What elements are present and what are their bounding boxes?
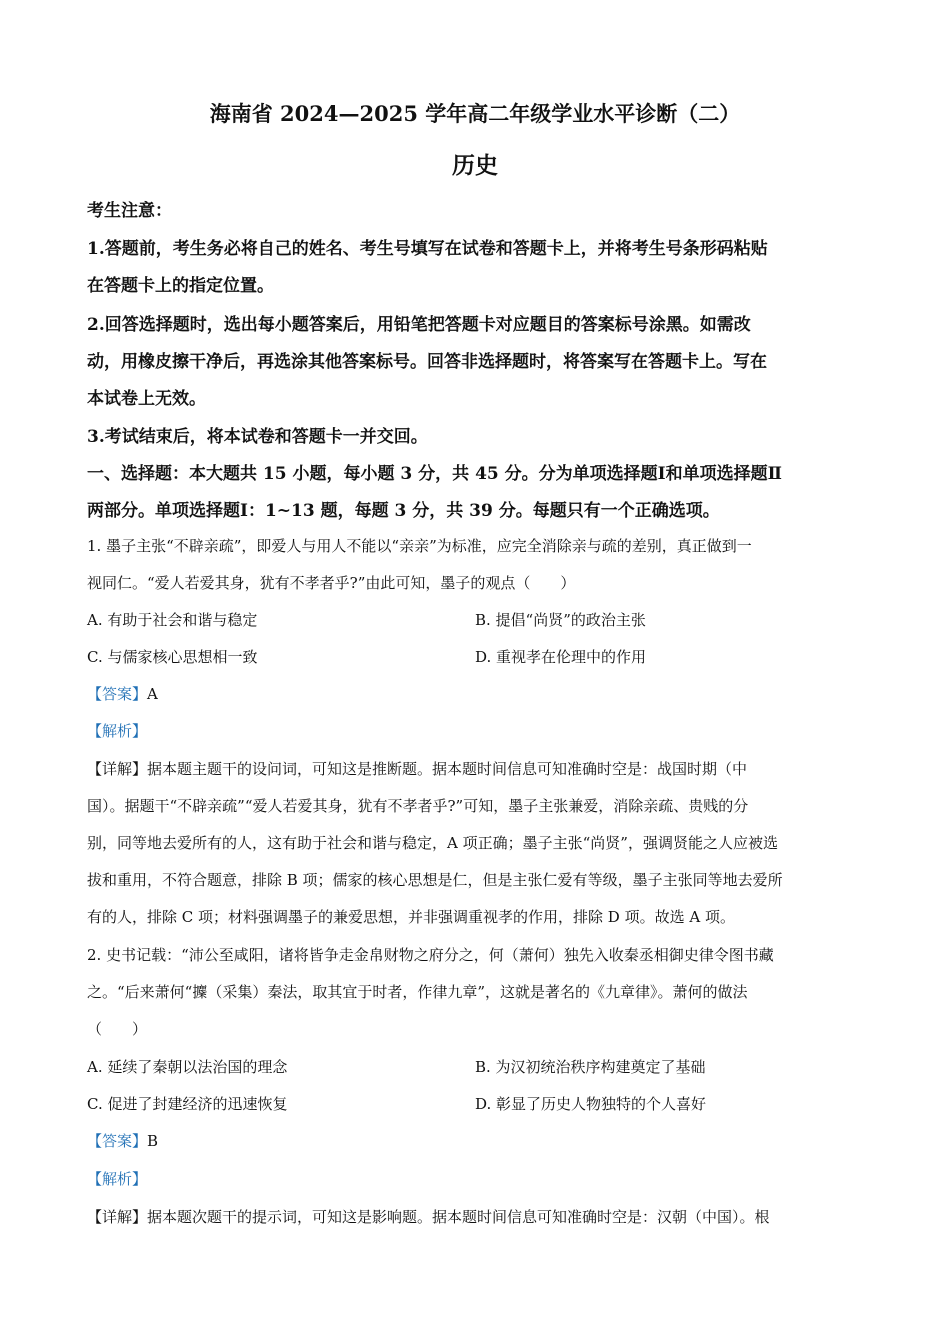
q2-detail-row [87, 1206, 867, 1227]
q1-analysis-row [87, 720, 867, 741]
q2-option-a: A. 延续了秦朝以法治国的理念 [87, 1058, 288, 1076]
exam-title: 海南省 2024—2025 学年高二年级学业水平诊断（二） [209, 101, 741, 126]
question-1-stem: 视同仁。“爱人若爱其身，犹有不孝者乎?”由此可知，墨子的观点（ ） [87, 574, 576, 592]
notice-line: 在答题卡上的指定位置。 [87, 276, 274, 296]
q1-detail-text: 据本题主题干的设问词，可知这是推断题。据本题时间信息可知准确时空是：战国时期（中 [147, 760, 748, 778]
q1-detail-text: 拔和重用，不符合题意，排除 B 项；儒家的核心思想是仁，但是主张仁爱有等级，墨子主张同等地去爱所 [87, 871, 783, 889]
q1-option-b: B. 提倡“尚贤”的政治主张 [475, 611, 646, 629]
answer-tag: 【答案】 [87, 685, 148, 703]
q1-option-c: C. 与儒家核心思想相一致 [87, 648, 258, 666]
q1-option-d: D. 重视孝在伦理中的作用 [475, 648, 647, 666]
notice-line: 1.答题前，考生务必将自己的姓名、考生号填写在试卷和答题卡上，并将考生号条形码粘贴 [87, 239, 768, 259]
analysis-tag: 【解析】 [87, 1170, 148, 1188]
q2-answer-row [87, 1130, 867, 1151]
q2-option-d: D. 彰显了历史人物独特的个人喜好 [475, 1095, 707, 1113]
subject-title: 历史 [452, 152, 498, 179]
q2-option-c: C. 促进了封建经济的迅速恢复 [87, 1095, 288, 1113]
question-2-stem: （ ） [87, 1020, 148, 1038]
notice-line: 3.考试结束后，将本试卷和答题卡一并交回。 [87, 427, 428, 447]
q1-detail-text: 国）。据题干“不辟亲疏”“爱人若爱其身，犹有不孝者乎?”可知，墨子主张兼爱，消除亲疏、贵贱的分 [87, 797, 749, 815]
detail-tag: 【详解】 [87, 760, 148, 778]
answer-tag: 【答案】 [87, 1132, 148, 1150]
q1-detail-row [87, 758, 867, 779]
section-heading: 一、选择题：本大题共 15 小题，每小题 3 分，共 45 分。分为单项选择题Ⅰ和单项选择题Ⅱ [87, 464, 782, 484]
notice-line: 本试卷上无效。 [87, 389, 206, 409]
notice-line: 动，用橡皮擦干净后，再选涂其他答案标号。回答非选择题时，将答案写在答题卡上。写在 [87, 352, 767, 372]
question-2-stem: 之。“后来萧何“攈（采集）秦法，取其宜于时者，作律九章”，这就是著名的《九章律》。萧何的做法 [87, 983, 748, 1001]
q2-answer: B [147, 1132, 159, 1150]
notice-line: 2.回答选择题时，选出每小题答案后，用铅笔把答题卡对应题目的答案标号涂黑。如需改 [87, 315, 751, 335]
q1-option-a: A. 有助于社会和谐与稳定 [87, 611, 258, 629]
q1-detail-text: 有的人，排除 C 项；材料强调墨子的兼爱思想，并非强调重视孝的作用，排除 D 项。故选 A 项。 [87, 908, 735, 926]
q2-analysis-row [87, 1168, 867, 1189]
section-heading: 两部分。单项选择题Ⅰ：1~13 题，每题 3 分，共 39 分。每题只有一个正确选项。 [87, 501, 720, 521]
q1-answer-row [87, 683, 867, 704]
analysis-tag: 【解析】 [87, 722, 148, 740]
q2-option-b: B. 为汉初统治秩序构建奠定了基础 [475, 1058, 706, 1076]
question-2-stem: 2. 史书记载：“沛公至咸阳，诸将皆争走金帛财物之府分之，何（萧何）独先入收秦丞相御史律令图书藏 [87, 946, 774, 964]
question-1-stem: 1. 墨子主张“不辟亲疏”，即爱人与用人不能以“亲亲”为标准，应完全消除亲与疏的差别，真正做到一 [87, 537, 752, 555]
detail-tag: 【详解】 [87, 1208, 148, 1226]
notice-heading: 考生注意： [87, 201, 172, 221]
q1-answer: A [147, 685, 158, 703]
q2-detail-text: 据本题次题干的提示词，可知这是影响题。据本题时间信息可知准确时空是：汉朝（中国）。根 [147, 1208, 770, 1226]
q1-detail-text: 别，同等地去爱所有的人，这有助于社会和谐与稳定，A 项正确；墨子主张“尚贤”，强调贤能之人应被选 [87, 834, 778, 852]
